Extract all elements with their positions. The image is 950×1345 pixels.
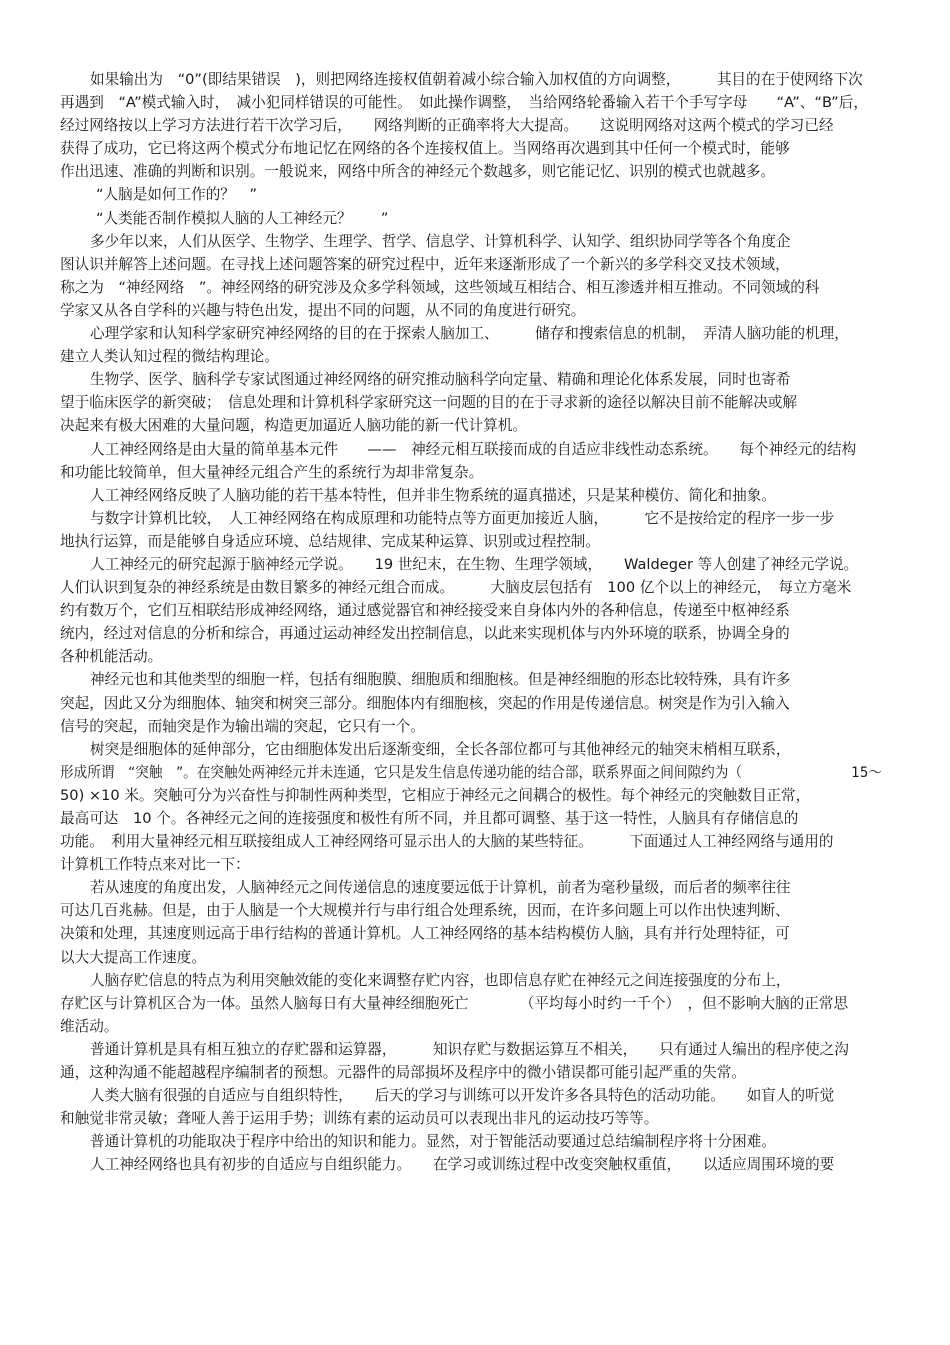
paragraph xyxy=(60,668,882,737)
text-line: “人脑是如何工作的？ ” xyxy=(96,186,258,204)
paragraph xyxy=(60,438,882,484)
text-line: 人类大脑有很强的自适应与自组织特性， 后天的学习与训练可以开发许多各具特色的活动功能。 如盲人的听觉 xyxy=(90,1087,835,1105)
paragraph xyxy=(60,553,882,668)
text-line: 人工神经网络是由大量的简单基本元件 —— 神经元相互联接而成的自适应非线性动态系统。 每个神经元的结构 xyxy=(90,440,857,458)
text-line: 存贮区与计算机区合为一体。虽然人脑每日有大量神经细胞死亡 （平均每小时约一千个） ，但不影响大脑的正常思 xyxy=(60,994,849,1012)
text-line: 50) ×10 米。突触可分为兴奋性与抑制性两种类型，它相应于神经元之间耦合的极性。每个神经元的突触数目正常， xyxy=(60,786,811,804)
paragraph xyxy=(60,1153,882,1176)
paragraph xyxy=(60,368,882,437)
text-line: 决起来有极大困难的大量问题，构造更加逼近人脑功能的新一代计算机。 xyxy=(60,417,528,435)
paragraph xyxy=(60,68,882,183)
text-line: 心理学家和认知科学家研究神经网络的目的在于探索人脑加工、 储存和搜索信息的机制， 弄清人脑功能的机理， xyxy=(90,325,849,343)
text-line: 建立人类认知过程的微结构理论。 xyxy=(60,348,279,366)
text-line: 望于临床医学的新突破； 信息处理和计算机科学家研究这一问题的目的在于寻求新的途径以解决目前不能解决或解 xyxy=(60,394,797,412)
text-line: 人脑存贮信息的特点为利用突触效能的变化来调整存贮内容，也即信息存贮在神经元之间连接强度的分布上， xyxy=(90,971,791,989)
text-line: 可达几百兆赫。但是，由于人脑是一个大规模并行与串行组合处理系统，因而，在许多问题上可以作出快速判断、 xyxy=(60,902,790,920)
text-line: 决策和处理，其速度则远高于串行结构的普通计算机。人工神经网络的基本结构模仿人脑，具有并行处理特征，可 xyxy=(60,925,790,943)
text-line: 最高可达 10 个。各神经元之间的连接强度和极性有所不同，并且都可调整、基于这一特性，人脑具有存储信息的 xyxy=(60,810,799,827)
document-body xyxy=(60,68,882,1177)
text-line: 如果输出为 “0”(即结果错误 )，则把网络连接权值朝着减小综合输入加权值的方向调整， 其目的在于使网络下次 xyxy=(90,71,863,88)
text-line: 人工神经元的研究起源于脑神经元学说。 19 世纪末，在生物、生理学领域， Waldeger 等人创建了神经元学说。 xyxy=(90,555,859,573)
paragraph xyxy=(60,738,882,877)
paragraph xyxy=(60,1084,882,1130)
text-line: 维活动。 xyxy=(60,1017,119,1035)
paragraph xyxy=(60,207,882,230)
text-line: 生物学、医学、脑科学专家试图通过神经网络的研究推动脑科学向定量、精确和理论化体系发展，同时也寄希 xyxy=(90,371,791,389)
text-line: 人工神经网络也具有初步的自适应与自组织能力。 在学习或训练过程中改变突触权重值， 以适应周围环境的要 xyxy=(90,1156,835,1174)
text-line: 获得了成功，它已将这两个模式分布地记忆在网络的各个连接权值上。当网络再次遇到其中任何一个模式时，能够 xyxy=(60,140,790,158)
text-line: 和触觉非常灵敏；聋哑人善于运用手势；训练有素的运动员可以表现出非凡的运动技巧等等。 xyxy=(60,1110,659,1128)
text-line: “人类能否制作模拟人脑的人工神经元？ ” xyxy=(96,209,389,227)
text-line: 计算机工作特点来对比一下： xyxy=(60,856,250,874)
text-line: 称之为 “神经网络 ”。神经网络的研究涉及众多学科领域，这些领域互相结合、相互渗透并相互推动。不同领域的科 xyxy=(60,278,820,296)
text-line: 再遇到 “A”模式输入时， 减小犯同样错误的可能性。 如此操作调整， 当给网络轮番输入若干个手写字母 “A”、“B”后， xyxy=(60,94,868,112)
text-line: 人们认识到复杂的神经系统是由数目繁多的神经元组合而成。 大脑皮层包括有 100 亿个以上的神经元， 每立方毫米 xyxy=(60,579,852,597)
paragraph xyxy=(60,230,882,322)
paragraph xyxy=(60,183,882,206)
text-line: 树突是细胞体的延伸部分，它由细胞体发出后逐渐变细，全长各部位都可与其他神经元的轴突末梢相互联系， xyxy=(90,740,791,758)
text-line: 地执行运算，而是能够自身适应环境、总结规律、完成某种运算、识别或过程控制。 xyxy=(60,532,600,550)
text-line: 学家又从各自学科的兴趣与特色出发，提出不同的问题，从不同的角度进行研究。 xyxy=(60,301,586,319)
paragraph xyxy=(60,876,882,968)
paragraph xyxy=(60,507,882,553)
text-line: 若从速度的角度出发，人脑神经元之间传递信息的速度要远低于计算机，前者为毫秒量级，而后者的频率往往 xyxy=(90,879,791,897)
text-line: 神经元也和其他类型的细胞一样，包括有细胞膜、细胞质和细胞核。但是神经细胞的形态比较特殊，具有许多 xyxy=(90,671,791,689)
text-line: 形成所谓 “突触 ”。在突触处两神经元并未连通，它只是发生信息传递功能的结合部，联系界面之间间隙约为（ 15～ xyxy=(60,763,883,781)
text-line: 人工神经网络反映了人脑功能的若干基本特性，但并非生物系统的逼真描述，只是某种模仿、简化和抽象。 xyxy=(90,486,776,504)
text-line: 信号的突起，而轴突是作为输出端的突起，它只有一个。 xyxy=(60,717,425,735)
text-line: 约有数万个，它们互相联结形成神经网络，通过感觉器官和神经接受来自身体内外的各种信息，传递至中枢神经系 xyxy=(60,602,790,620)
text-line: 功能。 利用大量神经元相互联接组成人工神经网络可显示出人的大脑的某些特征。 下面通过人工神经网络与通用的 xyxy=(60,833,834,851)
text-line: 图认识并解答上述问题。在寻找上述问题答案的研究过程中，近年来逐渐形成了一个新兴的多学科交叉技术领域， xyxy=(60,255,790,273)
text-line: 作出迅速、准确的判断和识别。一般说来，网络中所含的神经元个数越多，则它能记忆、识别的模式也就越多。 xyxy=(60,163,776,181)
paragraph xyxy=(60,969,882,1038)
text-line: 普通计算机的功能取决于程序中给出的知识和能力。显然，对于智能活动要通过总结编制程序将十分困难。 xyxy=(90,1133,776,1151)
paragraph xyxy=(60,1130,882,1153)
text-line: 突起，因此又分为细胞体、轴突和树突三部分。细胞体内有细胞核，突起的作用是传递信息。树突是作为引入输入 xyxy=(60,694,790,712)
paragraph xyxy=(60,322,882,368)
text-line: 通，这种沟通不能超越程序编制者的预想。元器件的局部损坏及程序中的微小错误都可能引起严重的失常。 xyxy=(60,1064,746,1082)
text-line: 普通计算机是具有相互独立的存贮器和运算器， 知识存贮与数据运算互不相关， 只有通过人编出的程序使之沟 xyxy=(90,1040,849,1058)
text-line: 各种机能活动。 xyxy=(60,648,163,666)
paragraph xyxy=(60,1038,882,1084)
paragraph xyxy=(60,484,882,507)
document-page xyxy=(60,68,882,1177)
text-line: 多少年以来，人们从医学、生物学、生理学、哲学、信息学、计算机科学、认知学、组织协同学等各个角度企 xyxy=(90,232,791,250)
text-line: 和功能比较简单，但大量神经元组合产生的系统行为却非常复杂。 xyxy=(60,463,484,481)
text-line: 统内，经过对信息的分析和综合，再通过运动神经发出控制信息，以此来实现机体与内外环境的联系，协调全身的 xyxy=(60,625,790,643)
text-line: 以大大提高工作速度。 xyxy=(60,948,206,966)
text-line: 经过网络按以上学习方法进行若干次学习后， 网络判断的正确率将大大提高。 这说明网络对这两个模式的学习已经 xyxy=(60,117,834,135)
text-line: 与数字计算机比较， 人工神经网络在构成原理和功能特点等方面更加接近人脑， 它不是按给定的程序一步一步 xyxy=(90,509,835,527)
